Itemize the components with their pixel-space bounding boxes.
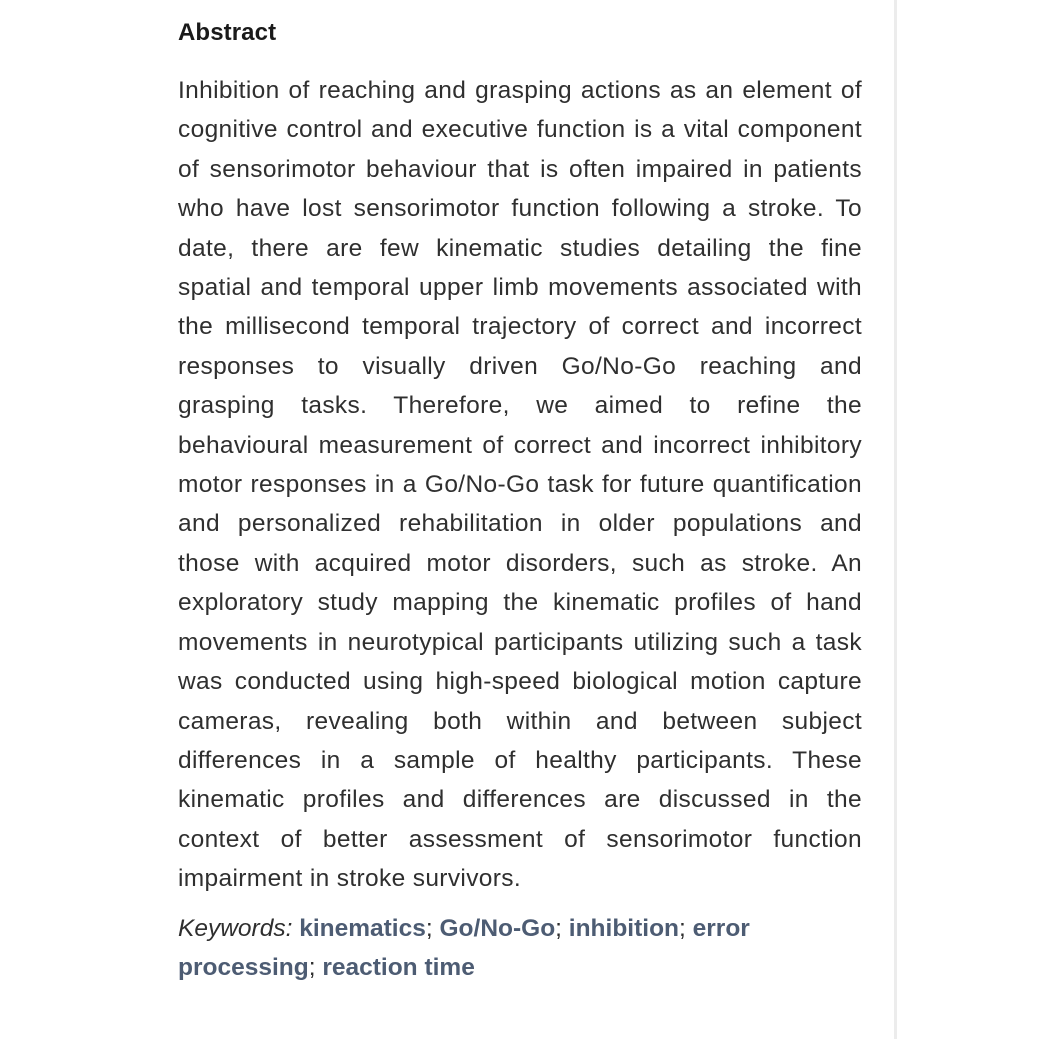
abstract-section	[178, 14, 862, 987]
page-right-divider	[894, 0, 897, 1039]
keyword-link-inhibition[interactable]: inhibition	[568, 914, 679, 942]
keyword-link-reaction-time[interactable]: reaction time	[322, 953, 475, 981]
keywords-line	[178, 909, 862, 988]
keywords-label: Keywords:	[178, 914, 293, 942]
keyword-link-error-processing[interactable]: error processing	[178, 914, 750, 981]
keyword-separator: ;	[425, 914, 433, 942]
keyword-separator: ;	[308, 953, 316, 981]
keyword-separator: ;	[679, 914, 686, 942]
keyword-separator: ;	[555, 914, 562, 942]
abstract-body: Inhibition of reaching and grasping actions as an element of cognitive control and executive function is a vital component of sensorimotor behaviour that is often impaired in patients who have lost sensorimotor function following a stroke. To date, there are few kinematic studies detailing the fine spatial and temporal upper limb movements associated with the millisecond temporal trajectory of correct and incorrect responses to visually driven Go/No-Go reaching and grasping tasks. Therefore, we aimed to refine the behavioural measurement of correct and incorrect inhibitory motor responses in a Go/No-Go task for future quantification and personalized rehabilitation in older populations and those with acquired motor disorders, such as stroke. An exploratory study mapping the kinematic profiles of hand movements in neurotypical participants utilizing such a task was conducted using high-speed biological motion capture cameras, revealing both within and between subject differences in a sample of healthy participants. These kinematic profiles and differences are discussed in the context of better assessment of sensorimotor function impairment in stroke survivors.	[178, 77, 862, 893]
keyword-link-go-no-go[interactable]: Go/No-Go	[439, 914, 556, 942]
abstract-heading: Abstract	[178, 19, 277, 46]
keyword-link-kinematics[interactable]: kinematics	[299, 914, 426, 942]
